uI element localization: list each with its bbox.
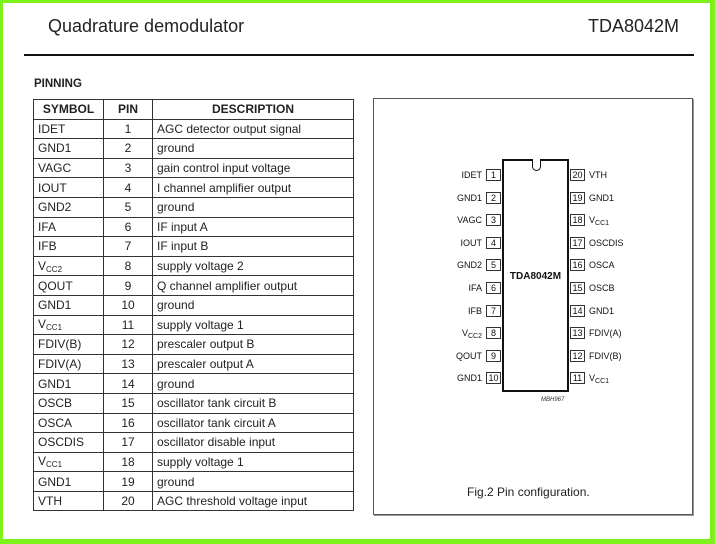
symbol-cell [34, 335, 104, 355]
description-cell: prescaler output B [153, 335, 354, 355]
pin-label-subscript: CC1 [595, 378, 610, 386]
document-title: Quadrature demodulator [48, 16, 245, 36]
pinning-table [33, 99, 354, 511]
symbol-cell [34, 276, 104, 296]
symbol-cell [34, 119, 104, 139]
pin-label [589, 169, 607, 181]
description-cell: prescaler output A [153, 354, 354, 374]
pin-label [589, 372, 609, 388]
pin-label-text: GND1 [589, 305, 615, 316]
section-heading: PINNING [34, 78, 82, 90]
pin-cell: 9 [104, 276, 153, 296]
description-cell: Q channel amplifier output [153, 276, 354, 296]
description-cell: oscillator tank circuit B [153, 393, 354, 413]
description-cell: gain control input voltage [153, 158, 354, 178]
pin-number-box: 16 [570, 259, 585, 271]
pin-cell: 20 [104, 491, 153, 511]
symbol-text: OSCA [38, 415, 73, 430]
table-row [34, 178, 354, 198]
table-row [34, 237, 354, 257]
pin-number-box: 15 [570, 282, 585, 294]
symbol-cell [34, 158, 104, 178]
figure-caption: Fig.2 Pin configuration. [467, 485, 590, 499]
pin-cell: 1 [104, 119, 153, 139]
table-row [34, 119, 354, 139]
pin-label-text: OSCA [589, 260, 615, 271]
table-header-row [34, 100, 354, 120]
symbol-text: QOUT [38, 278, 73, 293]
pin-label [422, 350, 482, 362]
pin-number-box: 8 [486, 327, 501, 339]
symbol-text: OSCB [38, 396, 73, 411]
symbol-subscript: CC2 [46, 264, 63, 274]
symbol-text: GND1 [38, 376, 72, 391]
symbol-cell [34, 256, 104, 276]
column-header-symbol: SYMBOL [34, 100, 104, 120]
pin-label-text: IFA [468, 283, 482, 293]
pin-number-box: 19 [570, 192, 585, 204]
description-cell: oscillator tank circuit A [153, 413, 354, 433]
pin-cell: 10 [104, 295, 153, 315]
symbol-subscript: CC1 [46, 460, 63, 470]
symbol-text: GND1 [38, 474, 72, 489]
symbol-text: V [38, 317, 47, 332]
table-row [34, 256, 354, 276]
description-cell: supply voltage 2 [153, 256, 354, 276]
pin-cell: 4 [104, 178, 153, 198]
symbol-cell [34, 393, 104, 413]
symbol-text: V [38, 258, 47, 273]
pin-cell: 17 [104, 433, 153, 453]
pin-label-text: IDET [461, 170, 482, 180]
chip-package [502, 159, 569, 392]
pin-cell: 13 [104, 354, 153, 374]
table-body [34, 119, 354, 511]
description-cell: AGC threshold voltage input [153, 491, 354, 511]
pin-cell: 11 [104, 315, 153, 335]
pin-number-box: 4 [486, 237, 501, 249]
pin-cell: 19 [104, 472, 153, 492]
pin-label-text: VAGC [457, 215, 482, 226]
pin-label-text: FDIV(A) [589, 328, 622, 339]
part-number: TDA8042M [587, 16, 679, 36]
pin-label [422, 237, 482, 249]
pin-number-box: 9 [486, 350, 501, 362]
pin-number-box: 11 [570, 372, 585, 384]
table-row [34, 452, 354, 472]
symbol-text: FDIV(A) [38, 357, 82, 372]
table-row [34, 433, 354, 453]
table-row [34, 472, 354, 492]
table-row [34, 315, 354, 335]
symbol-cell [34, 374, 104, 394]
pin-label [589, 214, 609, 230]
pin-number-box: 13 [570, 327, 585, 339]
header-rule [24, 54, 694, 56]
pin-cell: 12 [104, 335, 153, 355]
description-cell: AGC detector output signal [153, 119, 354, 139]
pin-label-subscript: CC2 [467, 333, 482, 341]
symbol-cell [34, 178, 104, 198]
pin-label-text: FDIV(B) [589, 350, 622, 361]
symbol-cell [34, 217, 104, 237]
symbol-text: V [38, 454, 47, 469]
pin-label-text: V [589, 373, 596, 384]
pin-label [589, 259, 615, 271]
pin-label-text: GND1 [456, 373, 482, 384]
symbol-cell [34, 197, 104, 217]
symbol-text: IDET [38, 121, 66, 136]
pin-number-box: 17 [570, 237, 585, 249]
pin-cell: 7 [104, 237, 153, 257]
pin-label [422, 259, 482, 271]
symbol-cell [34, 295, 104, 315]
description-cell: ground [153, 295, 354, 315]
pin-label [422, 192, 482, 204]
symbol-text: IFB [38, 239, 57, 254]
pin-label [589, 327, 622, 339]
description-cell: ground [153, 139, 354, 159]
pin-label-text: GND1 [456, 192, 482, 203]
pin-label-text: IOUT [460, 237, 482, 248]
symbol-subscript: CC1 [46, 323, 63, 333]
description-cell: IF input A [153, 217, 354, 237]
pin-number-box: 14 [570, 305, 585, 317]
table-row [34, 217, 354, 237]
symbol-cell [34, 472, 104, 492]
table-row [34, 295, 354, 315]
description-cell: ground [153, 472, 354, 492]
symbol-cell [34, 139, 104, 159]
pin-cell: 5 [104, 197, 153, 217]
description-cell: supply voltage 1 [153, 452, 354, 472]
symbol-text: IOUT [38, 180, 67, 195]
description-cell: I channel amplifier output [153, 178, 354, 198]
table-row [34, 139, 354, 159]
symbol-cell [34, 433, 104, 453]
table-row [34, 197, 354, 217]
pin-number-box: 6 [486, 282, 501, 294]
pin-label-text: IFB [467, 305, 482, 316]
pin-cell: 18 [104, 452, 153, 472]
pin-number-box: 5 [486, 259, 501, 271]
pin-label [422, 214, 482, 226]
pin-label-text: V [589, 215, 596, 226]
pin-label-text: GND1 [589, 192, 615, 203]
pin-label [422, 372, 482, 384]
symbol-text: GND2 [38, 200, 72, 215]
pin-cell: 16 [104, 413, 153, 433]
table-row [34, 276, 354, 296]
pin-label [422, 169, 482, 181]
table-row [34, 354, 354, 374]
description-cell: ground [153, 374, 354, 394]
pin-label-text: V [461, 328, 468, 339]
pin-label-text: QOUT [456, 350, 482, 361]
symbol-text: GND1 [38, 141, 72, 156]
pin-number-box: 3 [486, 214, 501, 226]
pin-label-text: VTH [589, 170, 607, 180]
pin-label-subscript: CC1 [595, 220, 610, 228]
symbol-cell [34, 413, 104, 433]
drawing-code: MBH967 [541, 397, 565, 403]
pin-cell: 3 [104, 158, 153, 178]
pin-cell: 8 [104, 256, 153, 276]
pin-cell: 6 [104, 217, 153, 237]
symbol-text: GND1 [38, 298, 72, 313]
pin-label [422, 327, 482, 343]
symbol-text: FDIV(B) [38, 337, 82, 352]
description-cell: ground [153, 197, 354, 217]
pin-number-box: 12 [570, 350, 585, 362]
pin-label [589, 350, 622, 362]
pin-label-text: OSCDIS [589, 237, 624, 248]
pin-number-box: 20 [570, 169, 585, 181]
pin-number-box: 18 [570, 214, 585, 226]
description-cell: IF input B [153, 237, 354, 257]
symbol-text: OSCDIS [38, 435, 85, 450]
description-cell: supply voltage 1 [153, 315, 354, 335]
table-row [34, 158, 354, 178]
table-row [34, 491, 354, 511]
table-row [34, 335, 354, 355]
pin-label [422, 282, 482, 294]
pin-label [589, 237, 624, 249]
pin-label [589, 282, 615, 294]
symbol-text: IFA [38, 219, 57, 234]
column-header-description: DESCRIPTION [153, 100, 354, 120]
pin-label-text: GND2 [456, 260, 482, 271]
pin-number-box: 1 [486, 169, 501, 181]
symbol-text: VTH [38, 494, 62, 509]
symbol-cell [34, 315, 104, 335]
chip-label: TDA8042M [509, 271, 562, 282]
pin-number-box: 2 [486, 192, 501, 204]
pin-cell: 15 [104, 393, 153, 413]
pin-label [589, 192, 614, 204]
pin-number-box: 7 [486, 305, 501, 317]
table-row [34, 374, 354, 394]
symbol-cell [34, 491, 104, 511]
table-row [34, 393, 354, 413]
pin-label [422, 305, 482, 317]
pin-cell: 14 [104, 374, 153, 394]
symbol-cell [34, 452, 104, 472]
column-header-pin: PIN [104, 100, 153, 120]
symbol-text: VAGC [38, 161, 72, 176]
description-cell: oscillator disable input [153, 433, 354, 453]
pin-label [589, 305, 614, 317]
symbol-cell [34, 237, 104, 257]
pin-cell: 2 [104, 139, 153, 159]
table-row [34, 413, 354, 433]
pin1-notch-icon [532, 159, 541, 171]
symbol-cell [34, 354, 104, 374]
pin-number-box: 10 [486, 372, 501, 384]
pin-label-text: OSCB [589, 283, 615, 293]
